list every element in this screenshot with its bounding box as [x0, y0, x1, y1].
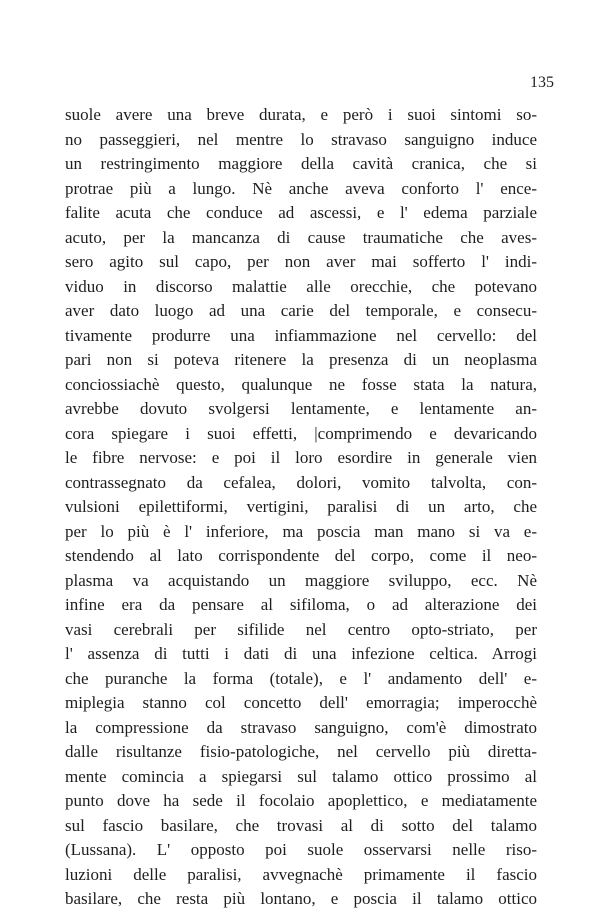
text-line: avrebbe dovuto svolgersi lentamente, e lentamente an- [65, 399, 537, 418]
text-line: conciossiachè questo, qualunque ne fosse stata la natura, [65, 374, 537, 394]
text-line: punto dove ha sede il focolaio apoplettico, e mediatamente [65, 791, 537, 810]
text-line: no passeggieri, nel mentre lo stravaso sanguigno induce [65, 129, 537, 149]
text-line: sul fascio basilare, che trovasi al di sotto del talamo [65, 815, 537, 835]
text-line: vasi cerebrali per sifilide nel centro opto-striato, per [65, 619, 537, 639]
text-line: la compressione da stravaso sanguigno, com'è dimostrato [65, 717, 537, 737]
text-line: che puranche la forma (totale), e l' andamento dell' e- [65, 668, 537, 688]
text-line: aver dato luogo ad una carie del temporale, e consecu- [65, 301, 537, 320]
text-line: vulsioni epilettiformi, vertigini, paralisi di un arto, che [65, 497, 537, 516]
text-line: infine era da pensare al sifiloma, o ad alterazione dei [65, 595, 537, 614]
text-line: luzioni delle paralisi, avvegnachè primamente il fascio [65, 864, 537, 884]
text-line: tivamente produrre una infiammazione nel cervello: del [65, 325, 537, 345]
text-line: basilare, che resta più lontano, e poscia il talamo ottico [65, 889, 537, 908]
page-number: 135 [530, 74, 554, 91]
body-text [65, 103, 537, 912]
text-line: dalle risultanze fisio-patologiche, nel cervello più diretta- [65, 742, 537, 761]
text-line: l' assenza di tutti i dati di una infezione celtica. Arrogi [65, 644, 537, 663]
text-line: miplegia stanno col concetto dell' emorragia; imperocchè [65, 693, 537, 712]
text-line: stendendo al lato corrispondente del corpo, come il neo- [65, 546, 537, 565]
text-line: contrassegnato da cefalea, dolori, vomito talvolta, con- [65, 472, 537, 492]
text-line: (Lussana). L' opposto poi suole osservarsi nelle riso- [65, 840, 537, 859]
text-line: viduo in discorso malattie alle orecchie, che potevano [65, 276, 537, 296]
text-line: plasma va acquistando un maggiore sviluppo, ecc. Nè [65, 570, 537, 590]
text-line: protrae più a lungo. Nè anche aveva conforto l' ence- [65, 178, 537, 198]
text-line: le fibre nervose: e poi il loro esordire in generale vien [65, 448, 537, 467]
text-line: un restringimento maggiore della cavità cranica, che si [65, 154, 537, 173]
text-line: mente comincia a spiegarsi sul talamo ottico prossimo al [65, 766, 537, 786]
text-line: acuto, per la mancanza di cause traumatiche che aves- [65, 227, 537, 247]
text-line: cora spiegare i suoi effetti, |comprimendo e devaricando [65, 423, 537, 443]
text-line: pari non si poteva ritenere la presenza di un neoplasma [65, 350, 537, 369]
text-line: per lo più è l' inferiore, ma poscia man mano si va e- [65, 521, 537, 541]
text-line: suole avere una breve durata, e però i suoi sintomi so- [65, 105, 537, 124]
text-line: sero agito sul capo, per non aver mai sofferto l' indi- [65, 252, 537, 271]
text-line: falite acuta che conduce ad ascessi, e l' edema parziale [65, 203, 537, 222]
